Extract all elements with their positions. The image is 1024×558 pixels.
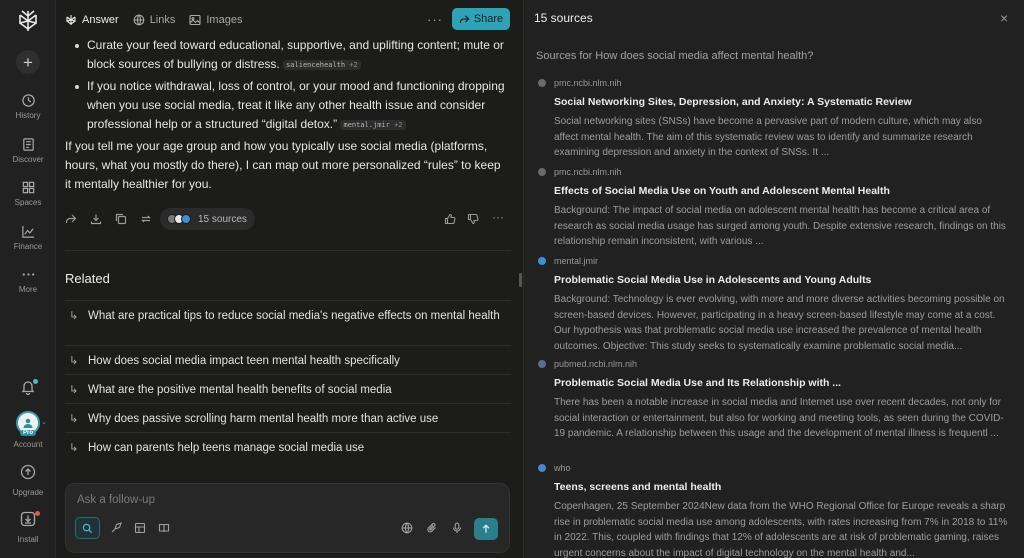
tab-answer[interactable] [65, 14, 119, 26]
research-mode-icon[interactable] [110, 522, 122, 534]
answer-pane [57, 0, 521, 558]
related-item-text: What are the positive mental health benefits of social media [88, 384, 392, 396]
related-item-text: What are practical tips to reduce social media's negative effects on mental health [88, 310, 500, 322]
source-snippet: Copenhagen, 25 September 2024New data from the WHO Regional Office for Europe reveals a sharp rise in problematic social media use among adolescents, with rates increasing from 7% in 2018 to 11% in 2022. This, coupled with findings that 12% of adolescents are at risk of problematic gaming, raises urgent concerns about the impact of digital technology on the mental health and... [554, 501, 1008, 558]
finance-icon [21, 224, 36, 239]
citation-source: mental.jmir [343, 121, 390, 129]
notification-dot [33, 379, 38, 384]
rewrite-icon[interactable] [140, 213, 152, 225]
more-actions-icon[interactable]: ··· [492, 210, 504, 224]
arrow-up-icon [481, 524, 491, 534]
labs-mode-icon[interactable] [134, 522, 146, 534]
sidebar-item-label: Discover [12, 155, 44, 164]
source-domain-row [538, 166, 1008, 178]
related-item[interactable] [65, 403, 511, 431]
thumbs-down-icon[interactable] [467, 213, 479, 225]
citation-count: +2 [349, 61, 358, 69]
arrow-return-icon: ↳ [69, 442, 79, 454]
source-title[interactable]: Problematic Social Media Use and Its Relationship with ... [554, 377, 842, 389]
share-icon [459, 14, 470, 25]
source-card[interactable] [538, 166, 1008, 250]
history-icon [21, 93, 36, 108]
source-title[interactable]: Social Networking Sites, Depression, and Anxiety: A Systematic Review [554, 96, 912, 108]
share-button[interactable] [452, 8, 510, 30]
source-domain: pubmed.ncbi.nlm.nih [554, 359, 638, 369]
perplexity-tab-icon [65, 14, 77, 26]
followup-input[interactable]: Ask a follow-up [77, 494, 155, 506]
source-title[interactable]: Teens, screens and mental health [554, 481, 722, 493]
source-snippet: There has been a notable increase in social media and Internet use over recent decades, not only for social interaction or entertainment, but also for working and meeting tools, as seen during the COVID-19 pandemic. A relationship between this usage and the development of mental illness is frequentl ... [554, 397, 1004, 439]
citation-count: +2 [394, 121, 403, 129]
share-arrow-icon[interactable] [65, 213, 77, 225]
source-snippet: Social networking sites (SNSs) have become a pervasive part of modern culture, which may also affect mental health. The aim of this systematic review was to identify and summarize research examining depression and anxiety in the context of SNSs. It ... [554, 116, 982, 158]
install-label: Install [17, 535, 39, 544]
arrow-return-icon: ↳ [69, 384, 79, 396]
arrow-return-icon: ↳ [69, 310, 79, 322]
globe-icon [133, 14, 145, 26]
source-domain: pmc.ncbi.nlm.nih [554, 167, 622, 177]
citation-chip[interactable] [340, 120, 405, 130]
download-icon[interactable] [90, 213, 102, 225]
sidebar-item-label: Finance [13, 242, 43, 251]
tab-bar [65, 9, 256, 31]
source-title[interactable]: Problematic Social Media Use in Adolescents and Young Adults [554, 274, 872, 286]
sources-button[interactable] [160, 208, 255, 230]
chevron-down-icon[interactable]: ⌄ [41, 419, 47, 426]
source-favicon-icon [538, 257, 546, 265]
resize-handle[interactable] [519, 273, 522, 287]
tab-links[interactable] [133, 14, 176, 26]
source-card[interactable] [538, 358, 1008, 442]
source-domain: pmc.ncbi.nlm.nih [554, 78, 622, 88]
source-domain-row [538, 77, 1008, 89]
source-favicons [167, 214, 188, 224]
answer-closing: If you tell me your age group and how you typically use social media (platforms, hours, what you mostly do there), I can map out more personalized “rules” to keep it mentally healthier for you. [65, 139, 501, 191]
related-item[interactable] [65, 300, 511, 343]
search-icon [82, 523, 93, 534]
source-card[interactable] [538, 462, 1008, 558]
image-icon [189, 14, 201, 26]
tab-images[interactable] [189, 14, 242, 26]
source-domain-row [538, 255, 1008, 267]
copy-icon[interactable] [115, 213, 127, 225]
related-item-text: Why does passive scrolling harm mental health more than active use [88, 413, 439, 425]
citation-source: saliencehealth [286, 61, 346, 69]
sidebar-item-spaces[interactable] [0, 180, 56, 207]
account-label[interactable] [0, 440, 56, 449]
discover-icon [21, 137, 36, 152]
answer-bullet [65, 36, 505, 74]
source-favicon-icon [538, 360, 546, 368]
related-item-text: How can parents help teens manage social media use [88, 442, 365, 454]
source-snippet: Background: The impact of social media on adolescent mental health has become a critical area of research as social media usage has surged among youth. Despite extensive research, findings on this relationship remain inconsistent, with various ... [554, 205, 1006, 247]
citation-chip[interactable] [283, 60, 361, 70]
related-item-text: How does social media impact teen mental health specifically [88, 355, 400, 367]
source-favicon-icon [538, 464, 546, 472]
install-icon [20, 511, 36, 527]
answer-bullet [65, 77, 505, 134]
pro-badge: Pro [20, 430, 36, 436]
sidebar-item-more[interactable] [0, 267, 56, 294]
source-domain: mental.jmir [554, 256, 599, 266]
sidebar-item-history[interactable] [0, 93, 56, 120]
search-mode-button[interactable] [75, 517, 100, 539]
more-icon [21, 267, 36, 282]
answer-body [65, 36, 505, 194]
account-text: Account [13, 440, 43, 449]
thumbs-up-icon[interactable] [444, 213, 456, 225]
upgrade-label: Upgrade [12, 488, 44, 497]
sources-panel [523, 0, 1024, 558]
upgrade-button[interactable] [0, 464, 56, 497]
sidebar-item-discover[interactable] [0, 137, 56, 164]
sources-count: 15 sources [198, 213, 247, 225]
source-card[interactable] [538, 77, 1008, 161]
source-favicon-icon [538, 79, 546, 87]
related-title: Related [65, 271, 110, 286]
arrow-return-icon: ↳ [69, 413, 79, 425]
related-item[interactable] [65, 432, 511, 460]
microphone-icon[interactable] [451, 522, 463, 534]
sources-panel-title: 15 sources [534, 11, 593, 25]
user-icon [22, 417, 34, 429]
tab-label: Links [149, 14, 176, 26]
source-snippet: Background: Technology is ever evolving, with more and more diverse activities becoming possible on screen-based devices. However, participating in a heavy screen-based lifestyle may come at a cost. Our hypothesis was that problematic social media use increased the prevalence of mental health outcomes. Objective: This study seeks to systematically examine problematic social media... [554, 294, 1005, 352]
perplexity-logo-icon[interactable] [16, 9, 40, 33]
sidebar-item-label: More [18, 285, 38, 294]
bullet-text: If you notice withdrawal, loss of control, or your mood and functioning dropping when you use social media, treat it like any other health issue and consider professional help or a structured “digital detox.” [87, 79, 505, 131]
install-dot [35, 511, 40, 516]
new-thread-button[interactable]: + [16, 50, 40, 74]
answer-actions [65, 207, 511, 231]
install-button[interactable] [0, 511, 56, 544]
source-domain-row [538, 358, 1008, 370]
submit-button[interactable] [474, 518, 498, 540]
source-card[interactable] [538, 255, 1008, 354]
tab-label: Images [206, 14, 243, 26]
source-favicon-icon [181, 214, 191, 224]
share-label: Share [473, 13, 504, 25]
source-domain-row [538, 462, 1008, 474]
followup-box[interactable] [65, 483, 510, 553]
spaces-icon [21, 180, 36, 195]
upgrade-icon [20, 464, 36, 480]
globe-icon[interactable] [401, 522, 413, 534]
more-options-icon[interactable]: ··· [427, 12, 443, 27]
related-item[interactable] [65, 345, 511, 373]
sidebar-item-label: Spaces [14, 198, 42, 207]
sidebar [0, 0, 56, 558]
sources-panel-subtitle: Sources for How does social media affect mental health? [536, 50, 814, 62]
bullet-text: Curate your feed toward educational, supportive, and uplifting content; mute or block sources of bullying or distress. [87, 38, 504, 71]
arrow-return-icon: ↳ [69, 355, 79, 367]
sidebar-item-finance[interactable] [0, 224, 56, 251]
related-item[interactable] [65, 374, 511, 402]
source-favicon-icon [538, 168, 546, 176]
paperclip-icon[interactable] [426, 522, 438, 534]
book-icon[interactable] [158, 522, 170, 534]
section-divider [65, 250, 511, 251]
close-icon[interactable]: × [1000, 10, 1009, 26]
sidebar-item-label: History [15, 111, 41, 120]
tab-label: Answer [82, 14, 119, 26]
source-domain: who [554, 463, 571, 473]
source-title[interactable]: Effects of Social Media Use on Youth and Adolescent Mental Health [554, 185, 890, 197]
